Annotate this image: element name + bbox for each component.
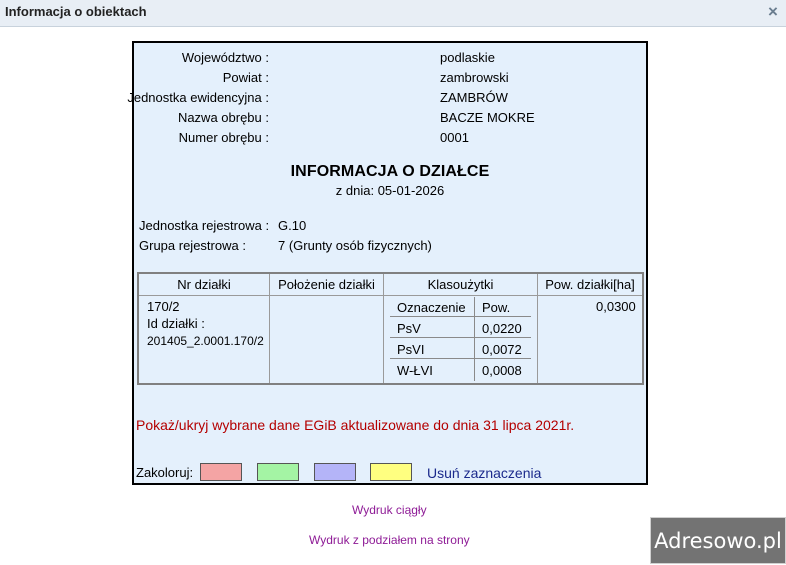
color-swatch-green[interactable] (257, 463, 299, 481)
class-area: 0,0072 (482, 342, 522, 357)
color-swatch-yellow[interactable] (370, 463, 412, 481)
dialog-title: Informacja o obiektach (5, 4, 147, 19)
parcel-table (137, 272, 644, 385)
class-symbol: PsV (397, 321, 421, 336)
report-date: z dnia: 05-01-2026 (335, 183, 445, 198)
class-area: 0,0008 (482, 363, 522, 378)
class-symbol: W-ŁVI (397, 363, 433, 378)
registry-group-label: Grupa rejestrowa : (139, 238, 246, 253)
class-area: 0,0220 (482, 321, 522, 336)
class-header-symbol: Oznaczenie (397, 300, 466, 315)
coloring-toolbar (136, 462, 636, 482)
clear-selection-link[interactable]: Usuń zaznaczenia (427, 465, 542, 481)
print-paged-link[interactable]: Wydruk z podziałem na strony (309, 533, 470, 547)
precinct-number-label: Numer obrębu : (178, 130, 269, 145)
county-value: zambrowski (440, 70, 509, 85)
header-divider (139, 295, 642, 296)
print-continuous-link[interactable]: Wydruk ciągły (352, 503, 427, 517)
coloring-label: Zakoloruj: (136, 465, 194, 480)
row-divider (390, 337, 531, 338)
parcel-id-value: 201405_2.0001.170/2 (147, 334, 264, 348)
registry-group-value: 7 (Grunty osób fizycznych) (278, 238, 432, 253)
class-header-area: Pow. (482, 300, 511, 315)
parcel-heading: INFORMACJA O DZIAŁCE (290, 163, 490, 180)
parcel-id-label: Id działki : (147, 316, 205, 331)
toggle-egib-data-link[interactable]: Pokaż/ukryj wybrane dane EGiB aktualizowane do dnia 31 lipca 2021r. (136, 417, 575, 433)
precinct-number-value: 0001 (440, 130, 469, 145)
column-divider (474, 297, 475, 381)
registry-unit-label: Jednostka ewidencyjna : (127, 90, 269, 105)
col-header-location: Położenie działki (278, 277, 375, 292)
voivodeship-label: Województwo : (181, 50, 269, 65)
precinct-name-label: Nazwa obrębu : (177, 110, 269, 125)
color-swatch-blue[interactable] (314, 463, 356, 481)
dialog-titlebar (0, 0, 786, 27)
col-header-area: Pow. działki[ha] (545, 277, 635, 292)
registry-group-unit-value: G.10 (278, 218, 307, 233)
class-symbol: PsVI (397, 342, 425, 357)
col-header-classes: Klasoużytki (427, 277, 494, 292)
parcel-number: 170/2 (147, 299, 180, 314)
parcel-info-panel (127, 41, 648, 485)
row-divider (390, 358, 531, 359)
registry-group-unit-label: Jednostka rejestrowa : (139, 218, 270, 233)
registry-unit-value: ZAMBRÓW (440, 90, 508, 105)
watermark-logo: Adresowo.pl (650, 517, 786, 564)
precinct-name-value: BACZE MOKRE (440, 110, 535, 125)
close-icon[interactable]: × (768, 2, 778, 21)
parcel-area: 0,0300 (596, 299, 636, 314)
county-label: Powiat : (222, 70, 269, 85)
voivodeship-value: podlaskie (440, 50, 495, 65)
row-divider (390, 316, 531, 317)
col-header-nr: Nr działki (177, 277, 231, 292)
color-swatch-red[interactable] (200, 463, 242, 481)
